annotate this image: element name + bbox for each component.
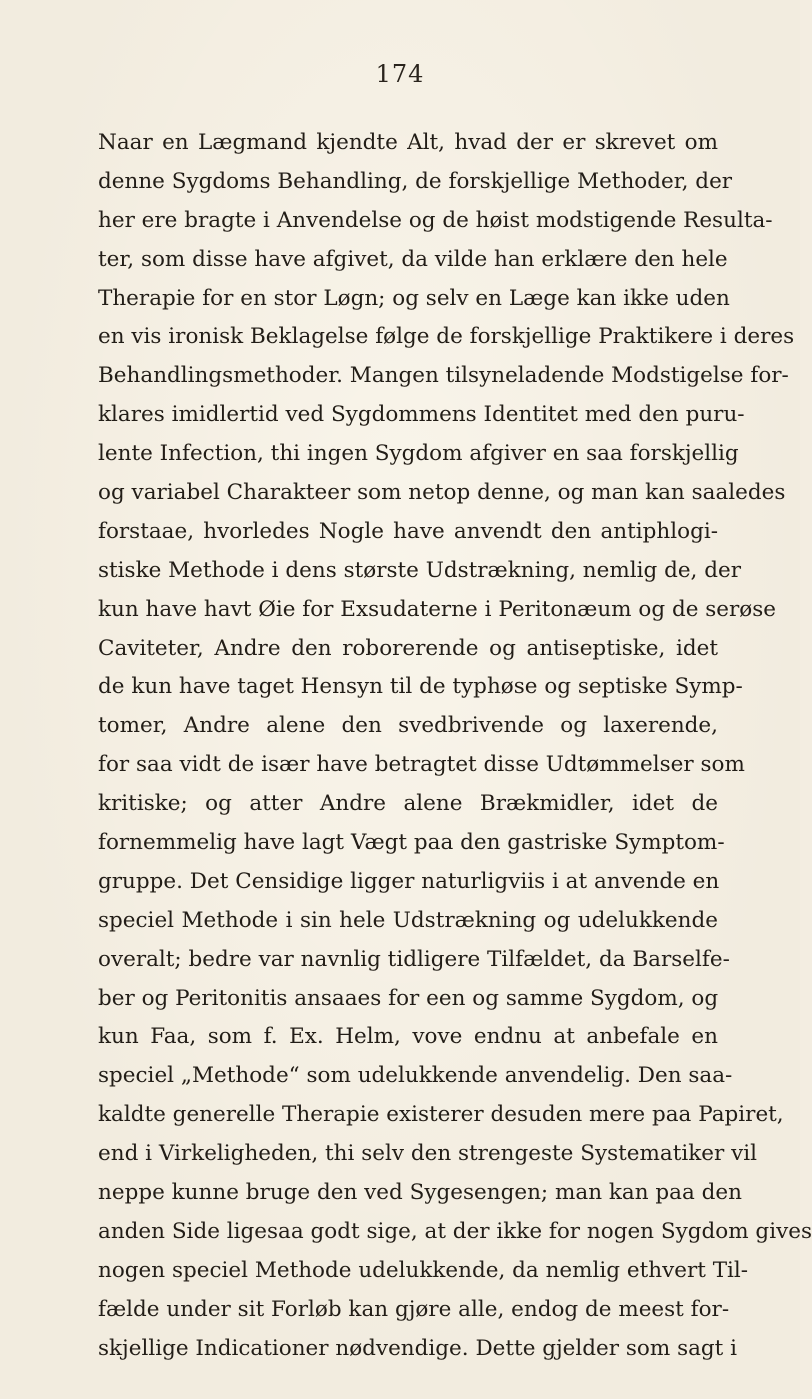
text-line: klares imidlertid ved Sygdommens Identitet med den puru- bbox=[98, 402, 745, 428]
text-line: denne Sygdoms Behandling, de forskjellige Methoder, der bbox=[98, 168, 733, 194]
text-line: og variabel Charakteer som netop denne, og man kan saaledes bbox=[98, 480, 786, 506]
text-line: nogen speciel Methode udelukkende, da nemlig ethvert Til- bbox=[98, 1257, 749, 1283]
text-line: Caviteter, Andre den roborerende og antiseptiske, idet bbox=[98, 635, 718, 661]
text-line: kaldte generelle Therapie existerer desuden mere paa Papiret, bbox=[98, 1102, 784, 1128]
text-line: ber og Peritonitis ansaaes for een og samme Sygdom, og bbox=[98, 985, 719, 1011]
text-line: overalt; bedre var navnlig tidligere Tilfældet, da Barselfe- bbox=[98, 946, 730, 972]
body-text bbox=[98, 124, 812, 1369]
text-line: tomer, Andre alene den svedbrivende og laxerende, bbox=[98, 713, 718, 739]
text-line: gruppe. Det Censidige ligger naturligviis i at anvende en bbox=[98, 868, 720, 894]
text-line: kritiske; og atter Andre alene Brækmidler, idet de bbox=[98, 791, 718, 817]
text-line: speciel „Methode“ som udelukkende anvendelig. Den saa- bbox=[98, 1063, 733, 1089]
text-line: de kun have taget Hensyn til de typhøse og septiske Symp- bbox=[98, 674, 743, 700]
text-line: fælde under sit Forløb kan gjøre alle, endog de meest for- bbox=[98, 1296, 730, 1322]
text-line: Therapie for en stor Løgn; og selv en Læge kan ikke uden bbox=[98, 285, 730, 311]
text-line: stiske Methode i dens største Udstrækning, nemlig de, der bbox=[98, 557, 741, 583]
text-line: forstaae, hvorledes Nogle have anvendt den antiphlogi- bbox=[98, 518, 718, 544]
text-line: neppe kunne bruge den ved Sygesengen; man kan paa den bbox=[98, 1180, 742, 1206]
text-line: fornemmelig have lagt Vægt paa den gastriske Symptom- bbox=[98, 830, 725, 856]
text-line: skjellige Indicationer nødvendige. Dette gjelder som sagt i bbox=[98, 1335, 738, 1361]
text-line: speciel Methode i sin hele Udstrækning og udelukkende bbox=[98, 907, 718, 933]
text-line: ter, som disse have afgivet, da vilde han erklære den hele bbox=[98, 246, 728, 272]
text-line: Behandlingsmethoder. Mangen tilsyneladende Modstigelse for- bbox=[98, 363, 789, 389]
text-line: en vis ironisk Beklagelse følge de forskjellige Praktikere i deres bbox=[98, 324, 795, 350]
text-line: kun Faa, som f. Ex. Helm, vove endnu at anbefale en bbox=[98, 1024, 718, 1050]
text-line: her ere bragte i Anvendelse og de høist modstigende Resulta- bbox=[98, 207, 773, 233]
text-line: end i Virkeligheden, thi selv den strengeste Systematiker vil bbox=[98, 1141, 757, 1167]
page-number: 174 bbox=[375, 60, 425, 88]
text-line: for saa vidt de især have betragtet disse Udtømmelser som bbox=[98, 752, 745, 778]
text-line: lente Infection, thi ingen Sygdom afgiver en saa forskjellig bbox=[98, 441, 739, 467]
text-line: anden Side ligesaa godt sige, at der ikke for nogen Sygdom gives bbox=[98, 1218, 812, 1244]
text-line: Naar en Lægmand kjendte Alt, hvad der er skrevet om bbox=[98, 130, 718, 155]
text-line: kun have havt Øie for Exsudaterne i Peritonæum og de serøse bbox=[98, 596, 777, 622]
